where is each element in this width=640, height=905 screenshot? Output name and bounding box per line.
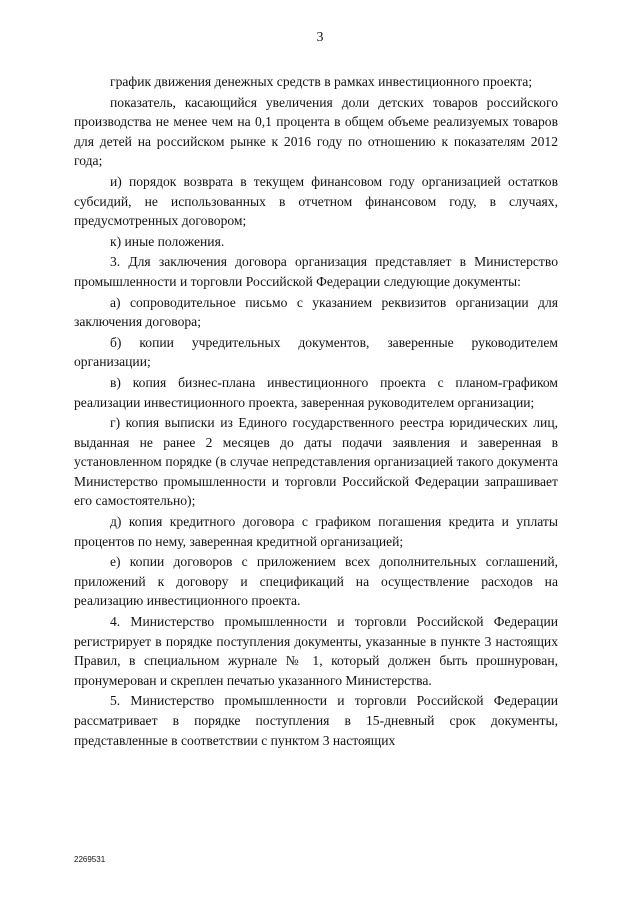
paragraph-item-i: и) порядок возврата в текущем финансовом году организацией остатков субсидий, не использованных в отчетном финансовом году, в случаях, предусмотренных договором; [74, 173, 558, 229]
paragraph-item-a: а) сопроводительное письмо с указанием реквизитов организации для заключения договора; [74, 294, 558, 330]
paragraph-item-d: д) копия кредитного договора с графиком погашения кредита и уплаты процентов по нему, заверенная кредитной организацией; [74, 514, 558, 549]
page-number: 3 [316, 30, 324, 45]
paragraph-section-3: 3. Для заключения договора организация представляет в Министерство промышленности и торговли Российской Федерации следующие документы: [74, 254, 558, 289]
document-id: 2269531 [74, 855, 106, 864]
paragraph-cash-flow: график движения денежных средств в рамках инвестиционного проекта; [110, 74, 533, 89]
paragraph-item-v: в) копия бизнес-плана инвестиционного проекта с планом-графиком реализации инвестиционного проекта, заверенная руководителем организации; [74, 374, 558, 410]
paragraph-section-4: 4. Министерство промышленности и торговли Российской Федерации регистрирует в порядке поступления документы, указанные в пункте 3 настоящих Правил, в специальном журнале № 1, который должен быть прошнурован, пронумерован и скреплен печатью указанного Министерства. [74, 614, 558, 688]
document-body [74, 72, 558, 750]
paragraph-item-g: г) копия выписки из Единого государственного реестра юридических лиц, выданная не ранее 2 месяцев до даты подачи заявления и заверенная в установленном порядке (в случае непредставления организацией такого документа Министерство промышленности и торговли Российской Федерации запрашивает его самостоятельно); [74, 415, 558, 509]
paragraph-item-b: б) копии учредительных документов, заверенные руководителем организации; [74, 334, 558, 370]
paragraph-indicator: показатель, касающийся увеличения доли детских товаров российского производства не менее чем на 0,1 процента в общем объеме реализуемых товаров для детей на российском рынке к 2016 году по отношению к показателям 2012 года; [74, 94, 558, 169]
paragraph-item-e: е) копии договоров с приложением всех дополнительных соглашений, приложений к договору и спецификаций на осуществление расходов на реализацию инвестиционного проекта. [74, 554, 558, 609]
paragraph-section-5: 5. Министерство промышленности и торговли Российской Федерации рассматривает в порядке поступления в 15-дневный срок документы, представленные в соответствии с пунктом 3 настоящих [74, 693, 558, 748]
paragraph-item-k: к) иные положения. [110, 233, 225, 249]
